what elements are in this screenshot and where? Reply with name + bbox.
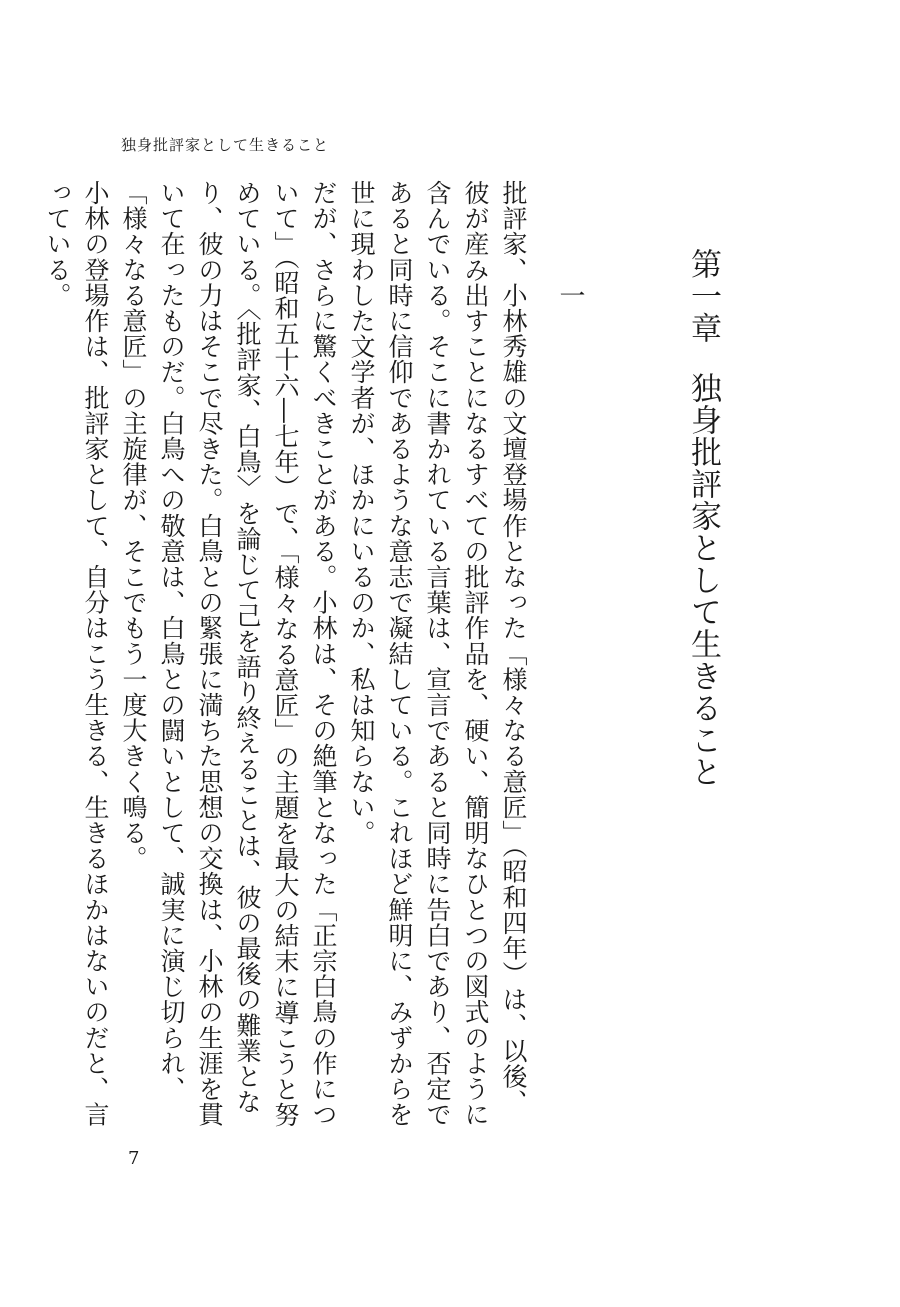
section-number: 一 xyxy=(555,282,585,308)
chapter-number: 第一章 xyxy=(685,248,721,344)
chapter-heading xyxy=(673,248,733,788)
paragraph: だが、さらに驚くべきことがある。小林は、その絶筆となった「正宗白鳥の作について」（昭和五十六―七年）で、「様々なる意匠」の主題を最大の結末に導こうと努めている。〈批評家、白鳥〉を論じて己を語り終えることは、彼の最後の難業となり、彼の力はそこで尽きた。白鳥との緊張に満ちた思想の交換は、小林の生涯を貫いて在ったものだ。白鳥への敬意は、白鳥との闘いとして、誠実に演じ切られ、「様々なる意匠」の主旋律が、そこでもう一度大きく鳴る。 xyxy=(119,180,338,1128)
chapter-title: 独身批評家として生きること xyxy=(685,372,721,788)
running-head: 独身批評家として生きること xyxy=(121,136,330,154)
paragraph: 小林の登場作は、批評家として、自分はこう生きる、生きるほかはないのだと、言っている。 xyxy=(43,180,110,1128)
page-number: 7 xyxy=(128,1148,140,1169)
paragraph: 批評家、小林秀雄の文壇登場作となった「様々なる意匠」（昭和四年）は、以後、彼が産み出すことになるすべての批評作品を、硬い、簡明なひとつの図式のように含んでいる。そこに書かれている言葉は、宣言であると同時に告白であり、否定であると同時に信仰であるような意志で凝結している。これほど鮮明に、みずからを世に現わした文学者が、ほかにいるのか、私は知らない。 xyxy=(347,180,528,1128)
body-text xyxy=(43,180,532,1130)
